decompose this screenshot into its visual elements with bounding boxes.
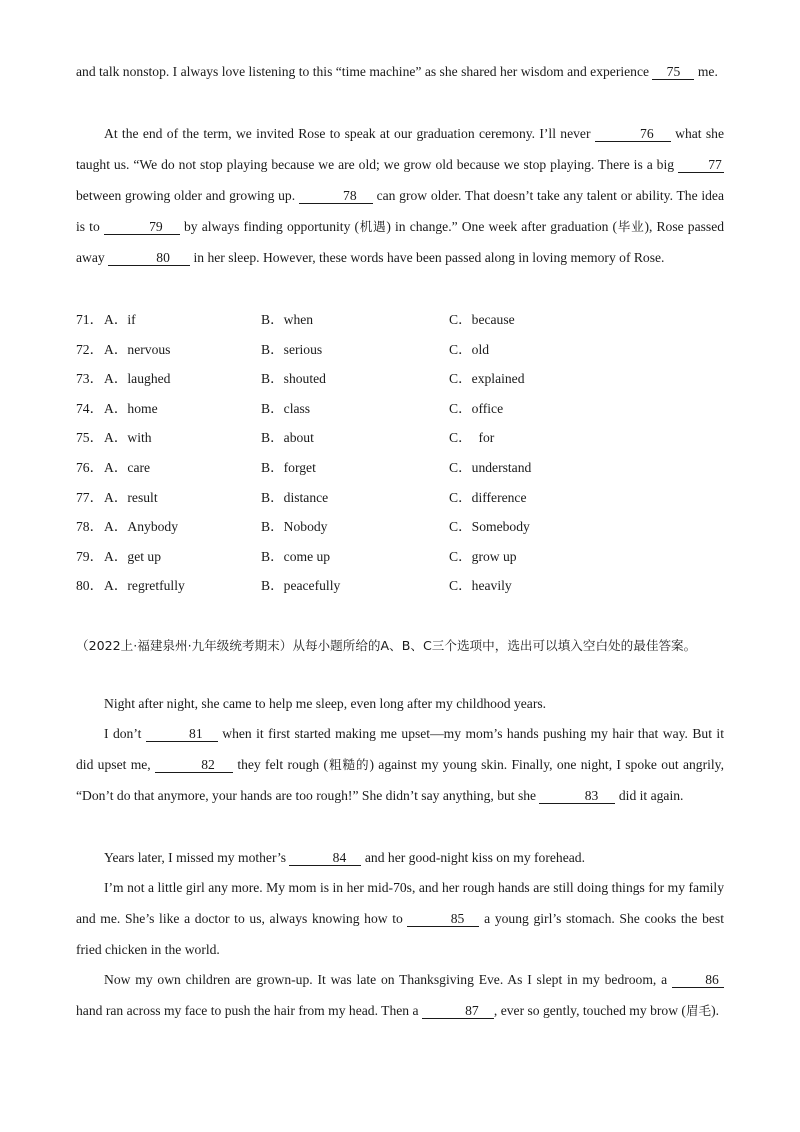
question-row-73 <box>76 364 726 394</box>
question-number: 76． <box>76 459 104 475</box>
passage-paragraph-5: Now my own children are grown-up. It was late on Thanksgiving Eve. As I slept in my bedroom, a 86 hand ran across my face to push the hair from my head. Then a 87 , ever so gently, touched my brow (眉毛). <box>76 964 724 1026</box>
passage-paragraph-end-of-term: At the end of the term, we invited Rose to speak at our graduation ceremony. I’ll never 76 what she taught us. “We do not stop playing because we are old; we grow old because we stop playing. There is a big 77 between growing older and growing up. 78 can grow older. That doesn’t take any talent or ability. The idea is to 79 by always finding opportunity (机遇) in change.” One week after graduation (毕业), Rose passed away 80 in her sleep. However, these words have been passed along in loving memory of Rose. <box>76 126 725 265</box>
option-a[interactable]: A．result <box>104 489 158 505</box>
blank-85[interactable]: 85 <box>407 911 479 927</box>
question-number: 75． <box>76 430 104 446</box>
option-c[interactable]: C．Somebody <box>449 519 530 535</box>
option-a[interactable]: A．laughed <box>104 371 171 387</box>
blank-76[interactable]: 76 <box>595 126 671 142</box>
question-number: 71． <box>76 312 104 327</box>
option-b[interactable]: B．class <box>261 400 311 416</box>
blank-77[interactable]: 77 <box>678 157 724 173</box>
option-c[interactable]: C． for <box>449 430 495 446</box>
option-b[interactable]: B．forget <box>261 459 316 475</box>
passage-paragraph-1: Night after night, she came to help me sleep, even long after my childhood years. <box>104 696 547 711</box>
question-row-71 <box>76 305 726 335</box>
blank-84[interactable]: 84 <box>289 850 361 866</box>
option-c[interactable]: C．grow up <box>449 548 517 564</box>
blank-81[interactable]: 81 <box>146 726 218 742</box>
question-number: 79． <box>76 548 104 564</box>
option-b[interactable]: B．come up <box>261 548 331 564</box>
option-b[interactable]: B．distance <box>261 489 329 505</box>
question-row-78 <box>76 512 726 542</box>
blank-78[interactable]: 78 <box>299 188 373 204</box>
question-row-76 <box>76 453 726 483</box>
question-number: 78． <box>76 519 104 535</box>
question-number: 80． <box>76 578 104 594</box>
option-c[interactable]: C．office <box>449 400 504 416</box>
option-c[interactable]: C．because <box>449 312 515 327</box>
blank-87[interactable]: 87 <box>422 1003 494 1019</box>
option-b[interactable]: B．about <box>261 430 314 446</box>
option-c[interactable]: C．old <box>449 341 490 357</box>
question-number: 73． <box>76 371 104 387</box>
option-a[interactable]: A．nervous <box>104 341 171 357</box>
option-a[interactable]: A．if <box>104 312 136 327</box>
option-a[interactable]: A．Anybody <box>104 519 179 535</box>
blank-80[interactable]: 80 <box>108 250 190 266</box>
blank-83[interactable]: 83 <box>539 788 615 804</box>
question-row-72 <box>76 335 726 365</box>
question-row-79 <box>76 542 726 572</box>
option-b[interactable]: B．peacefully <box>261 578 341 594</box>
answer-options-list <box>76 305 726 601</box>
question-number: 77． <box>76 489 104 505</box>
option-b[interactable]: B．Nobody <box>261 519 328 535</box>
option-a[interactable]: A．get up <box>104 548 162 564</box>
passage-paragraph-3: Years later, I missed my mother’s 84 and her good-night kiss on my forehead. <box>104 850 585 865</box>
option-c[interactable]: C．understand <box>449 459 532 475</box>
blank-79[interactable]: 79 <box>104 219 180 235</box>
blank-86[interactable]: 86 <box>672 972 724 988</box>
section-instruction-header: （2022上·福建泉州·九年级统考期末）从每小题所给的A、B、C三个选项中，选出可以填入空白处的最佳答案。 <box>76 638 697 653</box>
passage-paragraph-4: I’m not a little girl any more. My mom is in her mid-70s, and her rough hands are still doing things for my family and me. She’s like a doctor to us, always knowing how to 85 a young girl’s stomach. She cooks the best fried chicken in the world. <box>76 880 724 957</box>
option-a[interactable]: A．care <box>104 459 151 475</box>
question-row-74 <box>76 394 726 424</box>
question-number: 74． <box>76 400 104 416</box>
option-c[interactable]: C．heavily <box>449 578 512 594</box>
passage-paragraph-2: I don’t 81 when it first started making me upset—my mom’s hands pushing my hair that way. But it did upset me, 82 they felt rough (粗糙的) against my young skin. Finally, one night, I spoke out angrily, “Don’t do that anymore, your hands are too rough!” She didn’t say anything, but she 83 did it again. <box>76 726 724 803</box>
option-a[interactable]: A．home <box>104 400 158 416</box>
option-b[interactable]: B．serious <box>261 341 323 357</box>
option-b[interactable]: B．when <box>261 312 314 327</box>
option-a[interactable]: A．regretfully <box>104 578 185 594</box>
option-c[interactable]: C．explained <box>449 371 525 387</box>
option-b[interactable]: B．shouted <box>261 371 326 387</box>
question-row-75 <box>76 423 726 453</box>
question-row-80 <box>76 571 726 601</box>
blank-82[interactable]: 82 <box>155 757 233 773</box>
passage-paragraph-continuation: and talk nonstop. I always love listening to this “time machine” as she shared her wisdom and experience 75 me. <box>76 64 718 79</box>
question-number: 72． <box>76 341 104 357</box>
question-row-77 <box>76 483 726 513</box>
option-c[interactable]: C．difference <box>449 489 527 505</box>
blank-75[interactable]: 75 <box>652 64 694 80</box>
option-a[interactable]: A．with <box>104 430 152 446</box>
